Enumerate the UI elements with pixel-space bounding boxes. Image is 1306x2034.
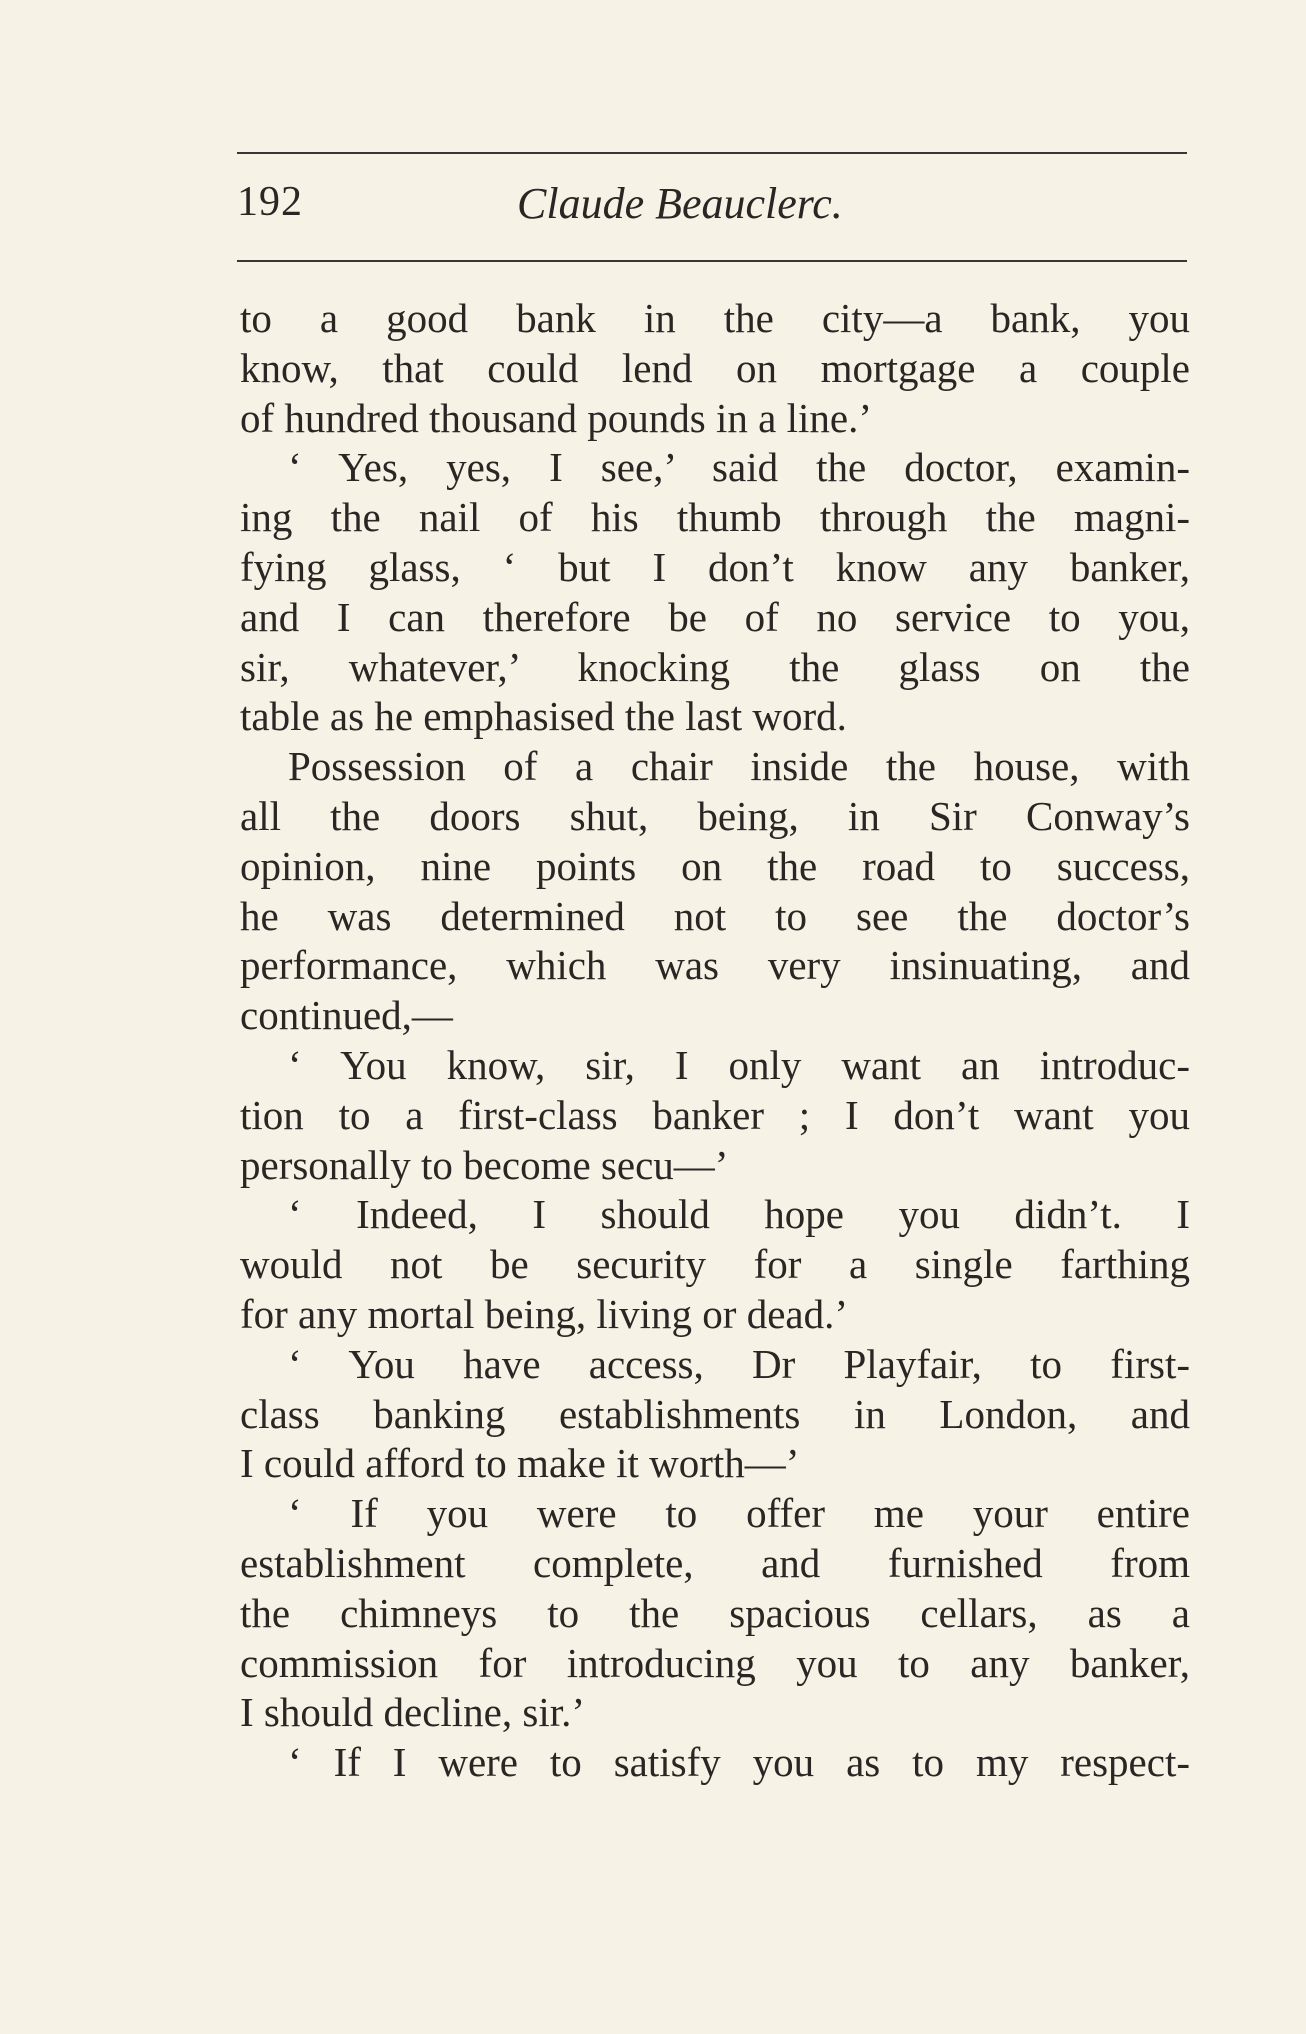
text-line: the chimneys to the spacious cellars, as a: [240, 1589, 1190, 1636]
text-line: know, that could lend on mortgage a couple: [240, 344, 1190, 391]
text-line: I could afford to make it worth—’: [240, 1440, 800, 1487]
text-line: continued,—: [240, 992, 453, 1039]
text-line: ing the nail of his thumb through the magni-: [240, 494, 1190, 541]
text-line: Possession of a chair inside the house, with: [288, 743, 1190, 790]
body-text: [240, 294, 1190, 1788]
text-line: ‘ Indeed, I should hope you didn’t. I: [288, 1191, 1190, 1238]
text-line: ‘ If you were to offer me your entire: [288, 1490, 1190, 1537]
text-line: personally to become secu—’: [240, 1141, 729, 1188]
text-line: would not be security for a single farthing: [240, 1241, 1190, 1288]
text-line: tion to a first-class banker ; I don’t want you: [240, 1091, 1190, 1138]
text-line: ‘ You have access, Dr Playfair, to first-: [288, 1340, 1190, 1387]
text-line: establishment complete, and furnished from: [240, 1539, 1190, 1586]
header-rule-top: [237, 152, 1187, 154]
page-number: 192: [237, 179, 303, 225]
text-line: and I can therefore be of no service to you,: [240, 593, 1190, 640]
text-line: performance, which was very insinuating, and: [240, 942, 1190, 989]
text-line: to a good bank in the city—a bank, you: [240, 295, 1190, 341]
text-line: ‘ You know, sir, I only want an introduc-: [288, 1041, 1190, 1088]
header-rule-bottom: [237, 260, 1187, 262]
text-line: he was determined not to see the doctor’s: [240, 892, 1190, 939]
text-line: opinion, nine points on the road to success,: [240, 842, 1190, 889]
running-title: Claude Beauclerc.: [517, 179, 843, 228]
text-line: ‘ Yes, yes, I see,’ said the doctor, examin-: [288, 444, 1190, 491]
text-line: I should decline, sir.’: [240, 1689, 586, 1736]
text-line: class banking establishments in London, and: [240, 1390, 1190, 1437]
text-line: sir, whatever,’ knocking the glass on the: [240, 643, 1190, 690]
text-line: table as he emphasised the last word.: [240, 693, 847, 740]
text-line: ‘ If I were to satisfy you as to my respect-: [288, 1739, 1190, 1786]
page-header: [237, 178, 1187, 238]
text-line: all the doors shut, being, in Sir Conway’s: [240, 792, 1190, 839]
text-line: of hundred thousand pounds in a line.’: [240, 394, 872, 441]
text-line: commission for introducing you to any banker,: [240, 1639, 1190, 1686]
text-line: for any mortal being, living or dead.’: [240, 1290, 848, 1337]
text-line: fying glass, ‘ but I don’t know any banker,: [240, 543, 1190, 590]
